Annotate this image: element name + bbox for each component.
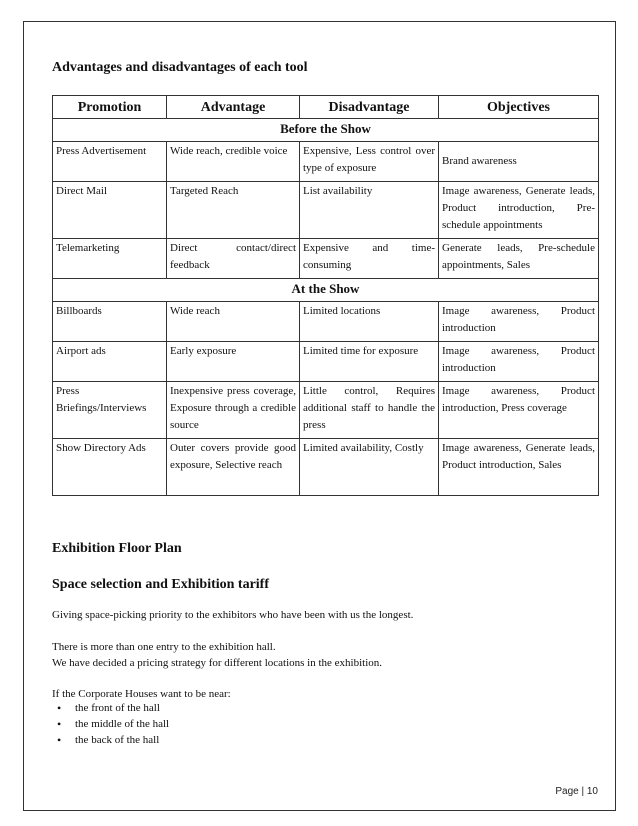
list-item: • the back of the hall: [52, 732, 169, 748]
objectives-cell: Image awareness, Product introduction: [439, 302, 599, 342]
paragraph-pricing: We have decided a pricing strategy for different locations in the exhibition.: [52, 657, 383, 669]
objectives-cell: Image awareness, Product introduction, Press coverage: [439, 382, 599, 439]
table-row: [53, 342, 599, 382]
disadvantage-cell: Limited time for exposure: [300, 342, 439, 382]
table-header-row: [53, 96, 599, 119]
advantage-cell: Wide reach: [167, 302, 300, 342]
disadvantage-cell: Little control, Requires additional staff to handle the press: [300, 382, 439, 439]
table-row: [53, 382, 599, 439]
advantage-cell: Inexpensive press coverage, Exposure through a credible source: [167, 382, 300, 439]
objectives-cell: Generate leads, Pre-schedule appointments, Sales: [439, 239, 599, 279]
page-title: Advantages and disadvantages of each tool: [52, 60, 308, 75]
paragraph-corporate: If the Corporate Houses want to be near:: [52, 688, 231, 700]
promotion-cell: Direct Mail: [53, 182, 167, 239]
table-row: [53, 142, 599, 182]
objectives-cell: Brand awareness: [439, 142, 599, 182]
table-row: [53, 302, 599, 342]
objectives-cell: Image awareness, Generate leads, Product introduction, Pre-schedule appointments: [439, 182, 599, 239]
table-row: [53, 239, 599, 279]
header-advantage: Advantage: [167, 96, 300, 119]
location-bullet-list: [52, 700, 169, 748]
promotion-cell: Show Directory Ads: [53, 439, 167, 496]
promotion-cell: Airport ads: [53, 342, 167, 382]
header-disadvantage: Disadvantage: [300, 96, 439, 119]
promotion-cell: Press Advertisement: [53, 142, 167, 182]
paragraph-entries: There is more than one entry to the exhibition hall.: [52, 641, 276, 653]
table-row: [53, 182, 599, 239]
section-label: At the Show: [53, 279, 599, 302]
disadvantage-cell: Expensive and time-consuming: [300, 239, 439, 279]
list-item: • the middle of the hall: [52, 716, 169, 732]
floor-plan-heading: Exhibition Floor Plan: [52, 541, 182, 556]
page-number: Page | 10: [555, 786, 598, 797]
advantage-cell: Outer covers provide good exposure, Selective reach: [167, 439, 300, 496]
advantage-cell: Targeted Reach: [167, 182, 300, 239]
section-row-before-show: [53, 119, 599, 142]
paragraph-priority: Giving space-picking priority to the exhibitors who have been with us the longest.: [52, 609, 414, 621]
section-row-at-show: [53, 279, 599, 302]
disadvantage-cell: Limited availability, Costly: [300, 439, 439, 496]
objectives-cell: Image awareness, Generate leads, Product introduction, Sales: [439, 439, 599, 496]
objectives-cell: Image awareness, Product introduction: [439, 342, 599, 382]
header-promotion: Promotion: [53, 96, 167, 119]
advantage-cell: Early exposure: [167, 342, 300, 382]
disadvantage-cell: Expensive, Less control over type of exposure: [300, 142, 439, 182]
table-row: [53, 439, 599, 496]
promotion-cell: Billboards: [53, 302, 167, 342]
disadvantage-cell: Limited locations: [300, 302, 439, 342]
list-item: • the front of the hall: [52, 700, 169, 716]
advantage-cell: Direct contact/direct feedback: [167, 239, 300, 279]
promotion-cell: Telemarketing: [53, 239, 167, 279]
header-objectives: Objectives: [439, 96, 599, 119]
section-label: Before the Show: [53, 119, 599, 142]
advantage-cell: Wide reach, credible voice: [167, 142, 300, 182]
disadvantage-cell: List availability: [300, 182, 439, 239]
tools-table: [52, 95, 599, 496]
promotion-cell: Press Briefings/Interviews: [53, 382, 167, 439]
tariff-heading: Space selection and Exhibition tariff: [52, 577, 270, 592]
